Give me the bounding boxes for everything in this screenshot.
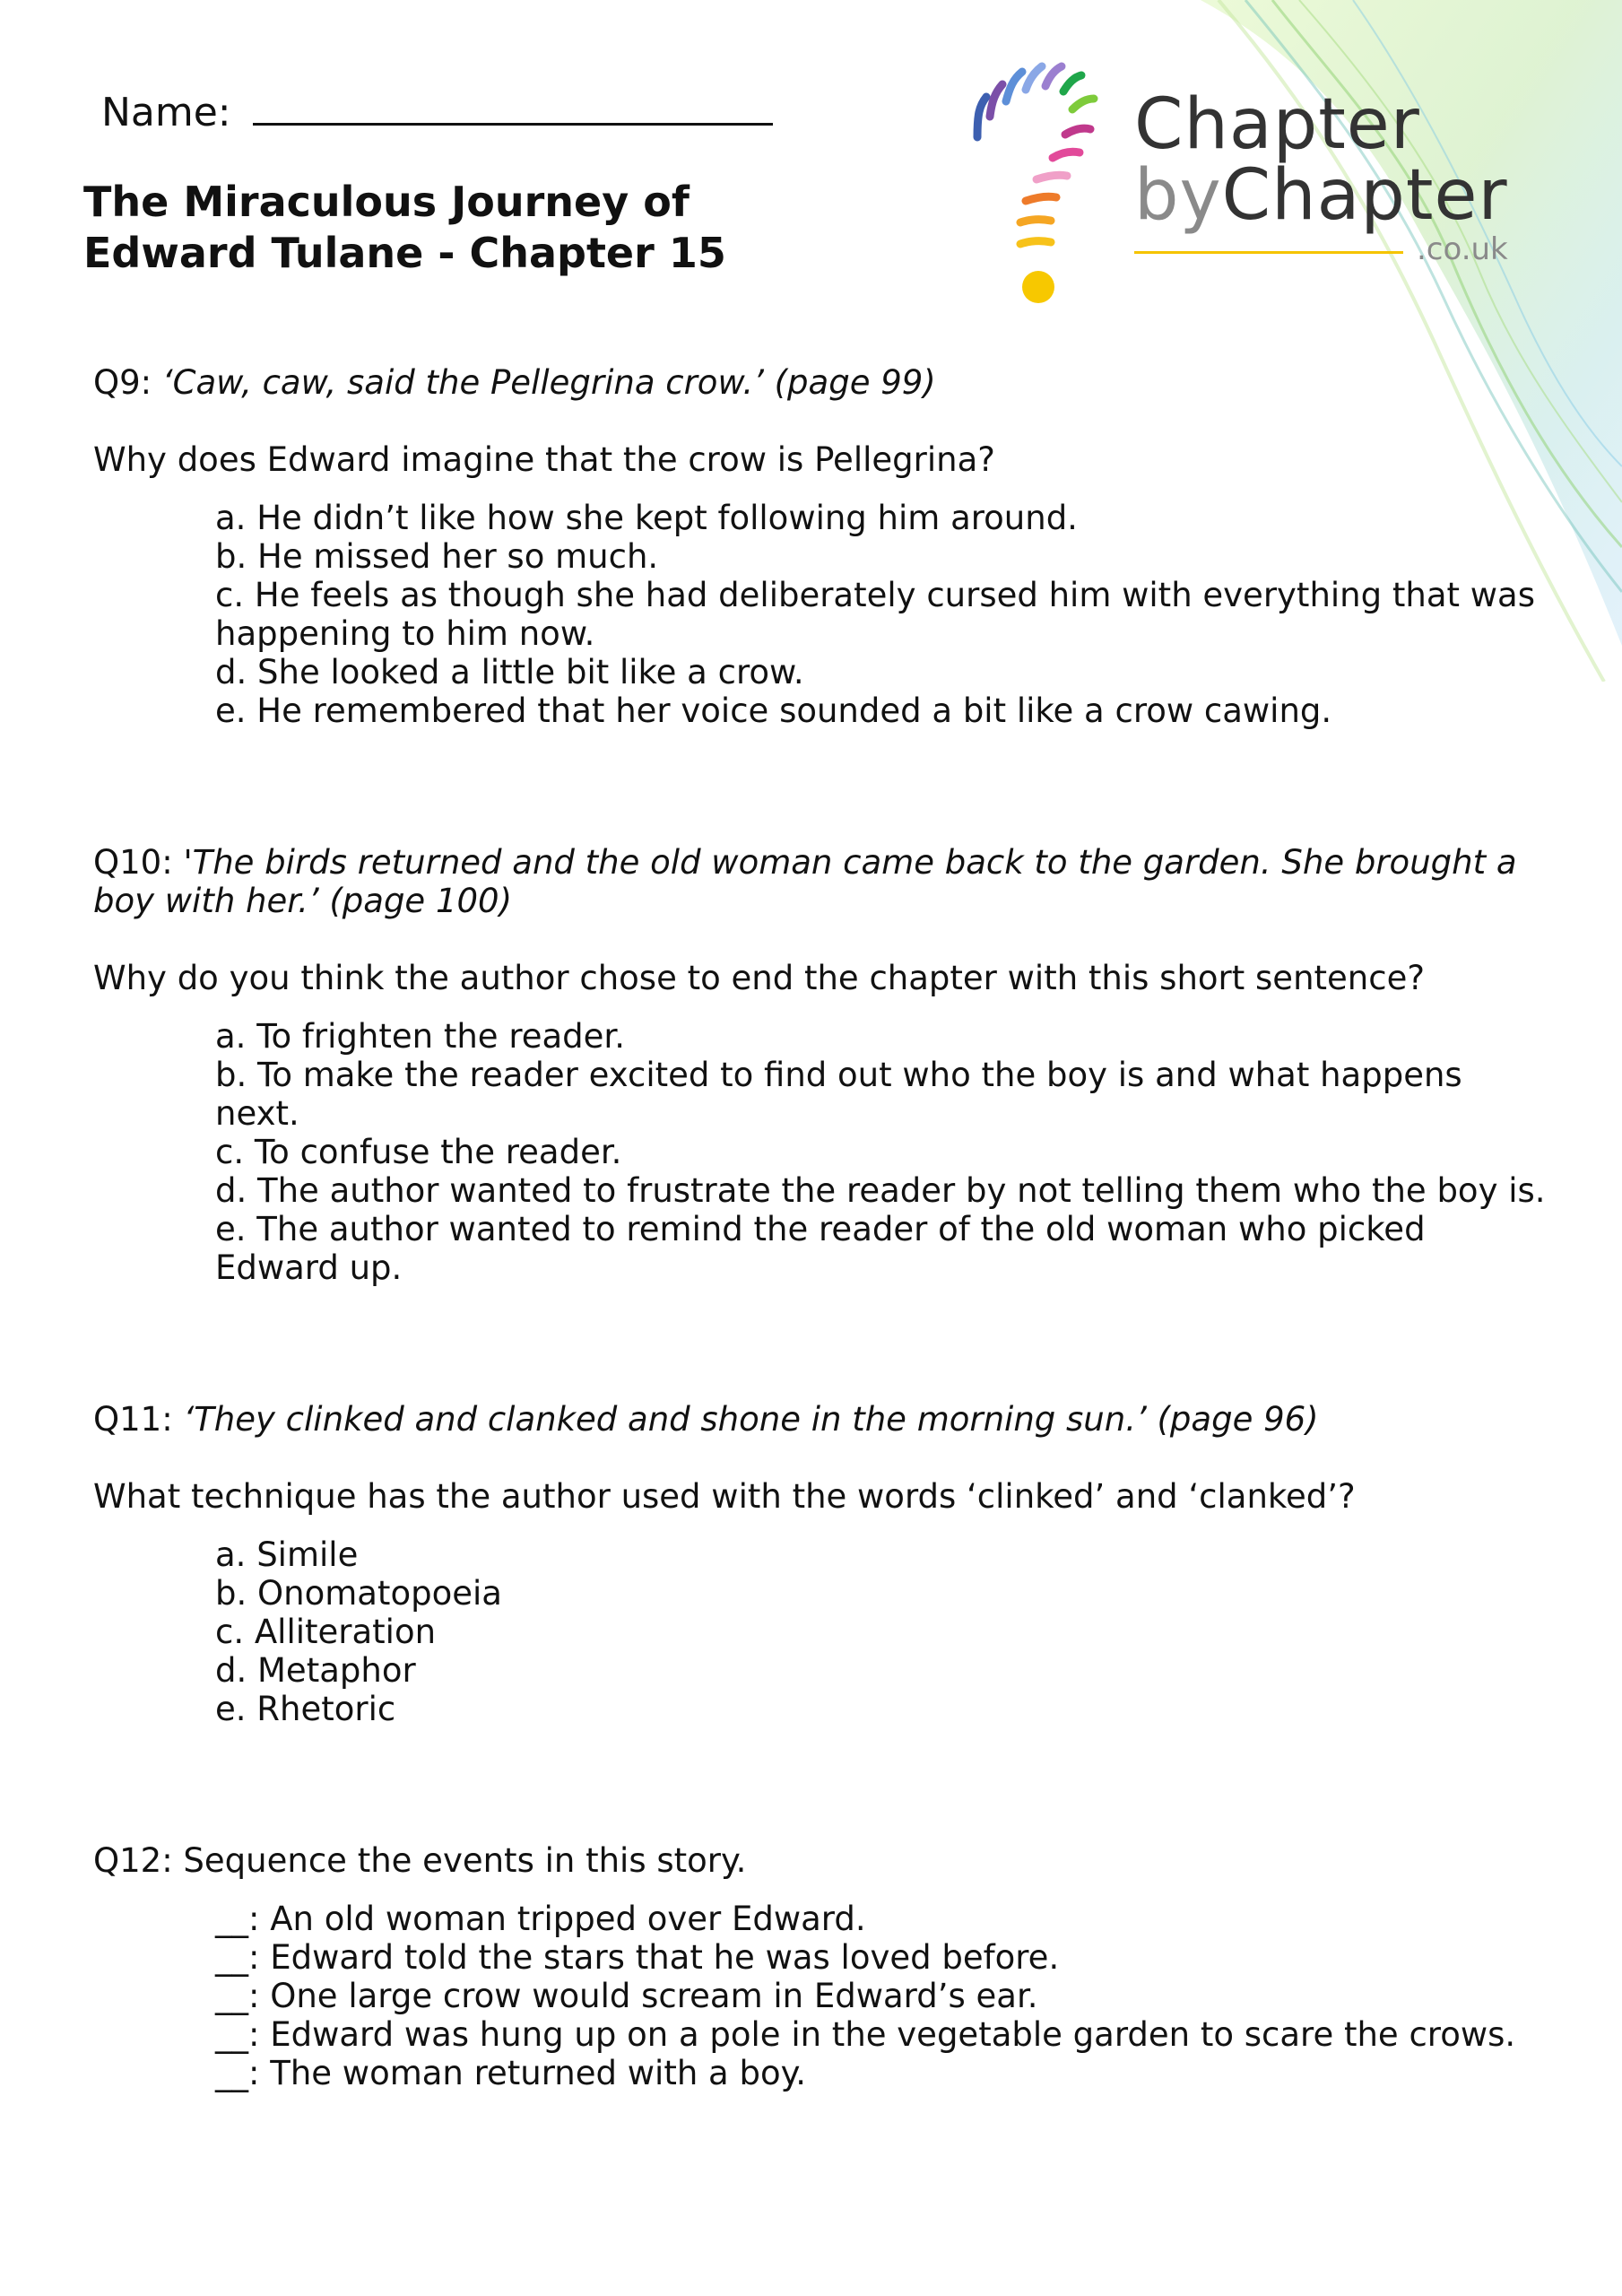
answer-option[interactable]: b. To make the reader excited to find out who the boy is and what happens next. [215,1056,1462,1133]
question-prompt: Q12: Sequence the events in this story. [93,1841,747,1880]
answer-option[interactable]: b. Onomatopoeia [215,1574,502,1613]
sequence-event[interactable]: __: The woman returned with a boy. [215,2054,806,2092]
question-q11 [93,1400,1546,1728]
answer-option[interactable]: c. Alliteration [215,1613,437,1651]
question-header [93,843,1528,920]
sequence-events [215,1900,1546,2092]
question-quote: 'The birds returned and the old woman came back to the garden. She brought a boy with her.’ (page 100) [93,843,1517,920]
answer-option[interactable]: e. Rhetoric [215,1690,396,1728]
logo-underline [1134,251,1403,254]
spacer [93,1287,1546,1400]
question-header [93,1400,1546,1439]
sequence-event[interactable]: __: An old woman tripped over Edward. [215,1900,866,1938]
name-field[interactable] [101,90,773,135]
answer-option[interactable]: a. To frighten the reader. [215,1017,625,1056]
spacer [93,730,1546,843]
answer-option[interactable]: a. He didn’t like how she kept following him around. [215,499,1078,537]
answer-option[interactable]: a. Simile [215,1535,359,1574]
logo-domain: .co.uk [1417,231,1508,267]
title-line-1: The Miraculous Journey of [83,178,690,226]
name-label: Name: [101,90,231,135]
question-quote: ‘Caw, caw, said the Pellegrina crow.’ (page 99) [161,363,936,402]
logo-word-chapter: Chapter [1134,84,1420,165]
sequence-event[interactable]: __: Edward told the stars that he was loved before. [215,1938,1060,1977]
logo-word-bychapter [1134,155,1508,236]
answer-option[interactable]: b. He missed her so much. [215,537,659,576]
name-blank-line[interactable] [253,91,773,126]
worksheet-title [83,177,890,279]
answer-options [215,1535,1546,1728]
question-number: Q9: [93,363,152,402]
questions-content [93,363,1546,2092]
answer-option[interactable]: c. He feels as though she had deliberately cursed him with everything that was happening to him now. [215,576,1535,653]
sequence-event[interactable]: __: Edward was hung up on a pole in the vegetable garden to scare the crows. [215,2015,1516,2054]
logo-word-by: by [1134,155,1222,236]
logo-wordmark [1134,84,1508,236]
question-q9 [93,363,1546,730]
question-number: Q10: [93,843,173,882]
spacer [93,1728,1546,1841]
question-prompt: Why do you think the author chose to end the chapter with this short sentence? [93,959,1425,997]
title-line-2: Edward Tulane - Chapter 15 [83,229,726,277]
question-q10 [93,843,1546,1287]
answer-options [215,499,1546,730]
answer-option[interactable]: d. Metaphor [215,1651,416,1690]
answer-option[interactable]: e. The author wanted to remind the reader of the old woman who picked Edward up. [215,1210,1426,1287]
answer-option[interactable]: c. To confuse the reader. [215,1133,622,1171]
question-header [93,363,1546,402]
question-prompt: Why does Edward imagine that the crow is Pellegrina? [93,440,995,479]
book-question-mark-icon [959,52,1139,312]
answer-options [215,1017,1546,1287]
question-number: Q11: [93,1400,173,1439]
answer-option[interactable]: e. He remembered that her voice sounded a bit like a crow cawing. [215,691,1332,730]
answer-option[interactable]: d. The author wanted to frustrate the reader by not telling them who the boy is. [215,1171,1546,1210]
sequence-event[interactable]: __: One large crow would scream in Edward’s ear. [215,1977,1038,2015]
question-q12 [93,1841,1546,2092]
answer-option[interactable]: d. She looked a little bit like a crow. [215,653,804,691]
chapter-by-chapter-logo [959,52,1533,312]
question-prompt: What technique has the author used with the words ‘clinked’ and ‘clanked’? [93,1477,1356,1516]
logo-word-chapter-2: Chapter [1221,155,1508,236]
question-quote: ‘They clinked and clanked and shone in the morning sun.’ (page 96) [183,1400,1319,1439]
